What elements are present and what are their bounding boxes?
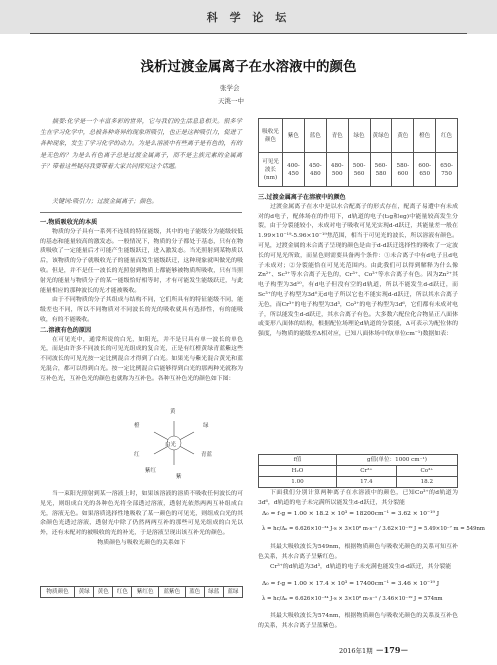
keywords: 关键词:吸引力；过渡金属离子；颜色。 [52,198,158,205]
section-3-paragraph-5: 其最大吸收波长为574nm，根据物质颜色与吸收光颜色的关系及互补色的关系，其水合离子呈蓝紫色。 [258,613,458,629]
page-footer [339,645,408,656]
formula-chromium-wavelength: λ = hc/Δ₀ = 6.626×10⁻³⁴ J·s × 3×10⁸ m·s⁻¹ / 3.46×10⁻¹⁹ J = 574nm [262,596,443,602]
article-author: 张学会 [220,84,240,92]
table-cell: 绿色 [348,119,370,153]
right-column-lower [258,543,458,572]
section-1-heading: 一.物质吸收光的本质 [40,219,98,226]
header-rule [30,33,467,34]
table-cell: 18.2 [396,477,457,488]
section-2-heading: 二.溶液有色的原因 [40,326,92,334]
issue-label: 2016年1期 [339,647,373,655]
section-label: 科 学 论 坛 [206,11,291,24]
table-cell: 黄色 [94,587,113,598]
formula-chromium-splitting: Δ₀ = f·g = 1.00 × 17.4 × 10³ = 17400cm⁻¹ = 3.46 × 10⁻¹⁹ J [262,581,440,587]
table-cell: 580-600 [392,153,414,187]
table-cell: 黄绿色 [370,119,392,153]
abstract-rule [40,212,242,213]
table-cell: 吸收光颜色 [259,119,283,153]
table-cell: 500-560 [348,153,370,187]
table-cell: 紫红色 [132,587,159,598]
table-cell: 600-650 [414,153,436,187]
table-cell: 蓝色 [185,587,204,598]
wheel-label-orange: 橙 [134,423,140,429]
table-row [41,587,243,598]
table-cell: 橙色 [414,119,436,153]
table-row [259,455,458,466]
right-column-mid [258,489,458,509]
wheel-label-cyan-blue: 青蓝 [201,452,213,458]
table-row [259,153,458,187]
table-row [259,119,458,153]
table-cell: 400-450 [283,153,305,187]
section-2-paragraph-1: 在可见光中，通常所说的白光，如阳光，并不是只具有单一波长的单色光，而是由许多不同波长的可见光组成的复合光，正是有红橙黄绿青蓝紫这些不同波长的可见光按一定比例混合才得到了白光。如果光与紫光混合黄光和蓝光混合，都可以得到白光。按一定比例混合后能够得到白光的那两种光就称为互补色光，互补色光的颜色也就称为互补色。各种互补色光的颜色如下图： [40,336,243,382]
table-cell: 480-500 [326,153,348,187]
table-cell: 560-580 [370,153,392,187]
table-caption: 物质颜色与吸收光颜色的关系如下 [97,539,186,546]
table-cell: 17.4 [337,477,397,488]
table-cell: 450-480 [304,153,326,187]
wheel-label-white-light: 白光 [165,442,177,448]
section-3-heading: 三.过渡金属离子在溶液中的颜色 [258,194,346,201]
journal-header-band [0,0,497,34]
table-cell: 紫色 [283,119,305,153]
formula-cobalt-wavelength: λ = hc/Δ₀ = 6.626×10⁻³⁴ J·s × 3×10⁸ m·s⁻¹ / 3.62×10⁻¹⁹ J = 5.49×10⁻⁷ m = 549nm [262,526,485,532]
table-cell: 650-750 [436,153,458,187]
table-cell: 1.00 [259,477,337,488]
table-cell: f值 [259,455,337,466]
absorbed-light-table [258,118,458,187]
table-cell: 黄绿 [75,587,94,598]
table-cell: H₂O [259,466,337,477]
table-cell: 可见光波长(nm) [259,153,283,187]
wheel-label-red: 红 [134,452,140,458]
substance-color-table [40,586,243,598]
section-1-paragraph-2: 由于不同物质的分子其组成与结构不同，它们所具有的特征能级不同，能级差也不同，所以不同物质对不同波长的光的吸收就具有选择性，有的能吸收，有的不能吸收。 [40,297,243,323]
section-3-paragraph-4: Cr³⁺的d轨道为3d³，d轨道的电子未充满也能发生d-d跃迁，其分裂能 [270,563,452,570]
table-cell: 蓝绿 [223,587,242,598]
table-cell: g值(单位：1000 cm⁻¹) [337,455,458,466]
formula-cobalt-splitting: Δ₀ = f·g = 1.00 × 18.2 × 10³ = 18200cm⁻¹ = 3.62 × 10⁻¹⁹ J [262,511,440,517]
table-cell: 红色 [436,119,458,153]
left-column-bottom [40,490,243,549]
table-row [259,466,458,477]
section-2-paragraph-2: 当一束阳光照射到某一溶液上时，如果该溶液的溶质不吸收任何波长的可见光，则组成白光的各种色光将全部透过溶液，透射光依然两两互补组成白光，溶液无色。如果溶质选择性地吸收了某一颜色的可见光，则组成白光的其余颜色光透过溶液，透射光中除了仍然两两互补的那些可见光组成的白光以外，还有未配对的被吸收的光的补光，于是溶液呈现出该互补光的颜色。 [40,491,243,537]
wheel-label-yellow: 黄 [170,409,176,415]
table-cell: 青色 [326,119,348,153]
wheel-label-green: 绿 [203,423,209,429]
left-column-top [40,218,243,385]
section-3-paragraph-1: 过渡金属离子在水中是以水合配离子的形式存在，配离子易遭中有未成对的d电子，配体场在的作用下，d轨道的电子(t₂g和eg)中能量较高发生分裂，由于分裂能较小，未成对电子吸收可见光实现d-d跃迁，其能量差一般在1.99×10⁻¹⁹-5.96×10⁻¹⁹焦范围，相当于可见光的波长，所以溶液有颜色。可见，过渡金属的未合离子呈现的颜色是由于d-d跃迁选择性的吸收了一定波长的可见光所致，而显色则需要具备两个条件：①未合离子中有d电子且d电子未成对；②分裂能恰在可见光范围内。由此我们可以得到解释为什么像Zn²⁺、Sc³⁺等水合离子无色的，Cr³⁺、Co³⁺等水合离子有色。因为Zn²⁺其电子构型为3d¹⁰，有d电子但没有空的d轨道，所以不能发生d-d跃迁，而Sc³⁺的电子构型为3d⁰无d电子所以它也不能实现d-d跃迁，所以其水合离子无色，而Cr³⁺的电子构型为3d³，Co³⁺的电子构型为3d⁶，它们都有未成对电子，所以能发生d-d跃迁，其水合离子有色。大多数六配位化合物显正八面体或变形八面体的结构，根据配位场理论d轨道的分裂能，Δ可表示为配位体的强度，与物质的能级差Δ相对应，已知八面体场中的(单位cm⁻¹)数据如表： [258,203,458,338]
table-cell: Co³⁺ [396,466,457,477]
right-column-bottom [258,612,458,632]
wheel-label-violet: 紫 [176,474,182,480]
table-cell: Cr³⁺ [337,466,397,477]
section-3-paragraph-3: 其最大吸收波长为549nm，根据物质颜色与吸收光颜色的关系可知互补色关系，其水合离子呈紫红色。 [258,544,458,560]
table-row [259,477,458,488]
right-column-top [258,193,458,340]
wheel-label-purple-red: 紫红 [145,468,157,474]
abstract: 摘要:化学是一个丰富多彩的世界，它与我们的生活息息相关。很多学生在学习化学中，总被各种奇异的现象所吸引，也正是这种吸引力，促进了各种现象，发生了学习化学的动力。为是么溶液中有些离子是有色的，有的是无色的？为是么有色离子总是过渡金属离子，而不是主族元素的金属离子？带着这些疑问我要带着大家共同探究这个话题。 [40,118,242,170]
table-cell: 绿蓝 [204,587,223,598]
table-cell: 物质颜色 [41,587,75,598]
page-number: －179－ [375,645,409,655]
section-3-paragraph-2: 下面我们分别计算两种离子在水溶液中的颜色，已知Co³⁺的d轨道为3d⁶，d轨道的电子未完满所以能发生d-d跃迁，其分裂能 [258,490,458,506]
splitting-parameter-table [258,454,458,488]
article-title: 浅析过渡金属离子在水溶液中的颜色 [140,59,357,75]
table-cell: 蓝紫色 [159,587,186,598]
section-1-paragraph-1: 物质的分子具有一系列不连续的特征能级，其中的电子能级分为能级较低的基态和能量较高的激发态。一般情况下，物质的分子都处于基态，只有在物质吸收了一定能量后才可能产生能级跃迁，进入激发态。当光照射到某物质以后，该物质的分子就吸收光子的能量而发生能级跃迁，这种现象就叫做光的吸收。但是，并不是任一波长的光照射到物质上都能够被物质所吸收，只有当照射光的能量与物质分子的某一能级恰好相等时，才有可能发生能级跃迁，与此能量相应的那种波长的光才能被吸收。 [40,228,243,294]
table-cell: 蓝色 [304,119,326,153]
table-cell: 红色 [113,587,132,598]
article-affiliation: 天洮一中 [218,97,244,105]
table-cell: 黄色 [392,119,414,153]
